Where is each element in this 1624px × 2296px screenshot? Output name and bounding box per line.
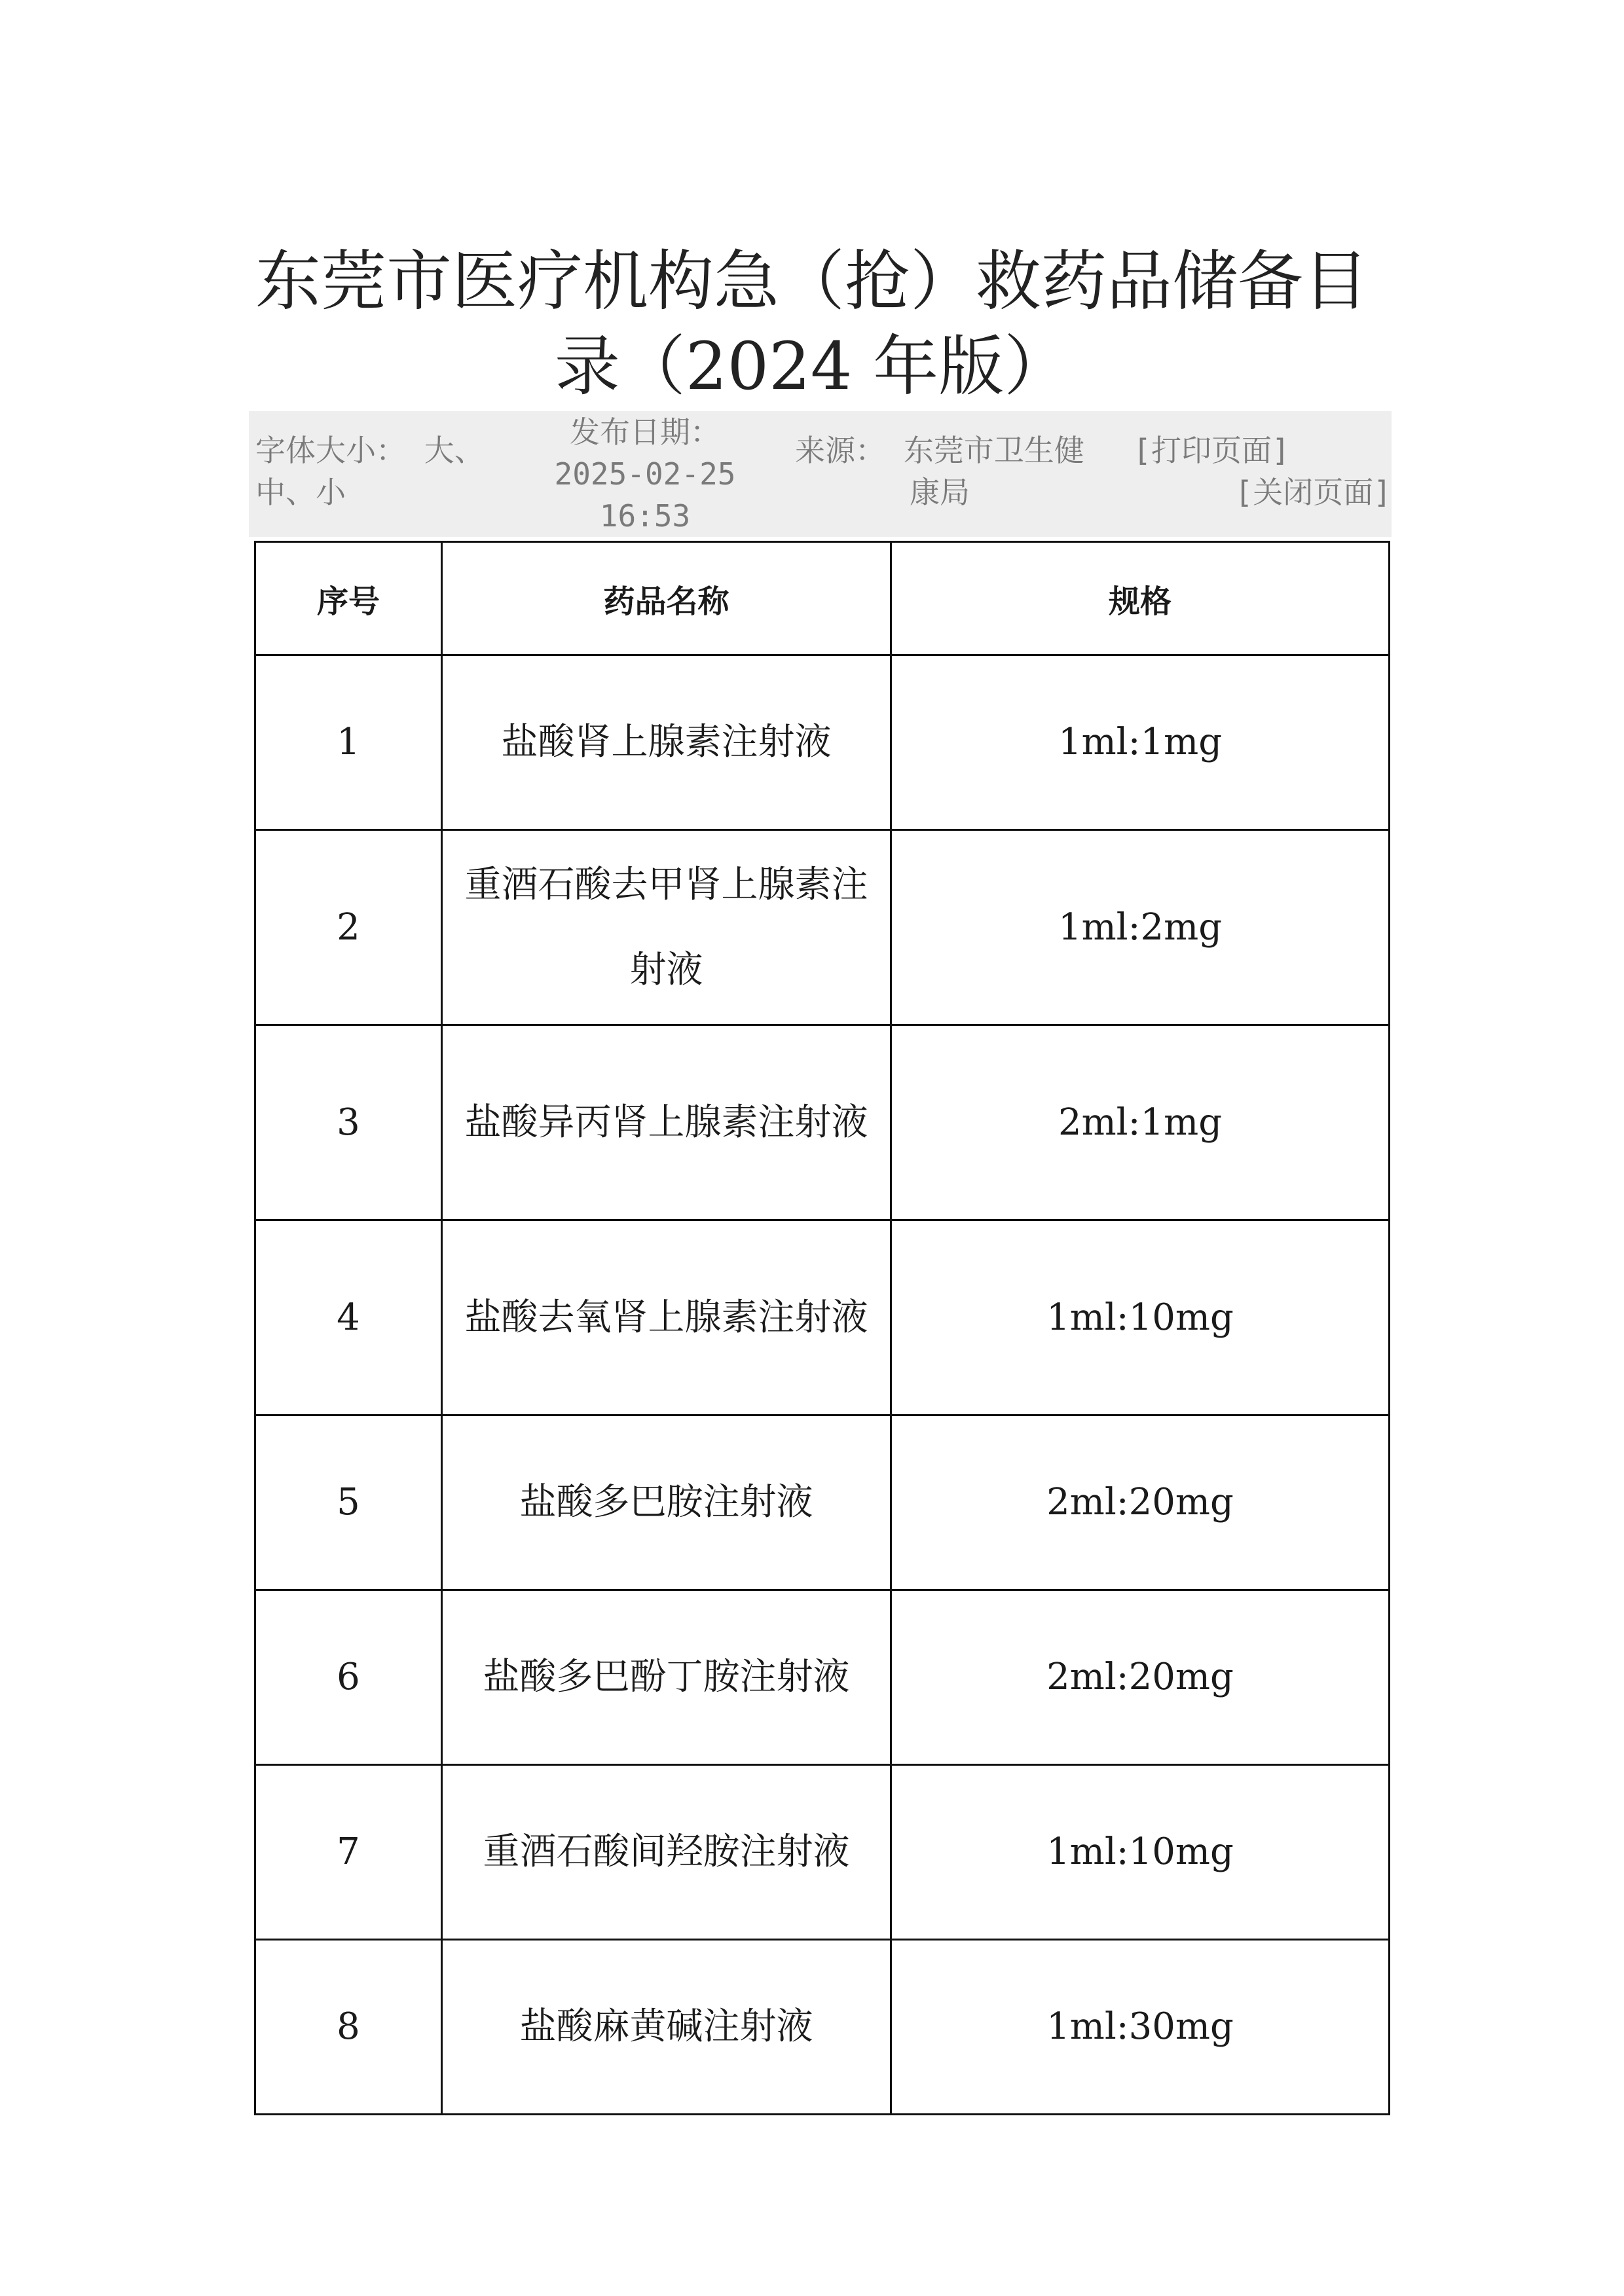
table-row: [255, 1415, 1390, 1590]
drug-list-table: [254, 541, 1390, 2115]
close-page-link[interactable]: [关闭页面]: [1234, 475, 1392, 510]
row-no: 2: [255, 830, 442, 1025]
row-drug-name: 盐酸麻黄碱注射液: [442, 1940, 891, 2115]
row-no: 3: [255, 1025, 442, 1220]
row-drug-name: 重酒石酸间羟胺注射液: [442, 1765, 891, 1940]
font-size-options[interactable]: 大、中、小: [255, 433, 485, 510]
row-no: 7: [255, 1765, 442, 1940]
table-row: [255, 1765, 1390, 1940]
row-drug-name: 盐酸去氧肾上腺素注射液: [442, 1220, 891, 1415]
publish-date-value: 2025-02-25 16:53: [554, 456, 736, 534]
row-spec: 1ml:2mg: [891, 830, 1390, 1025]
article-source: [792, 429, 1087, 513]
header-name: 药品名称: [442, 542, 891, 655]
source-label: 来源：: [795, 433, 886, 468]
row-spec: 1ml:10mg: [891, 1765, 1390, 1940]
row-no: 4: [255, 1220, 442, 1415]
table-row: [255, 1220, 1390, 1415]
row-drug-name: 盐酸肾上腺素注射液: [442, 655, 891, 830]
row-drug-name: 盐酸多巴胺注射液: [442, 1415, 891, 1590]
row-no: 6: [255, 1590, 442, 1765]
row-spec: 1ml:30mg: [891, 1940, 1390, 2115]
table-row: [255, 830, 1390, 1025]
row-no: 1: [255, 655, 442, 830]
header-no: 序号: [255, 542, 442, 655]
close-page-cell: [1231, 471, 1392, 513]
table-row: [255, 1590, 1390, 1765]
source-value: 东莞市卫生健康局: [903, 433, 1084, 510]
article-info-bar: [249, 411, 1392, 537]
row-spec: 2ml:20mg: [891, 1590, 1390, 1765]
row-drug-name: 重酒石酸去甲肾上腺素注射液: [442, 830, 891, 1025]
print-page-link[interactable]: [打印页面]: [1133, 433, 1290, 468]
row-drug-name: 盐酸多巴酚丁胺注射液: [442, 1590, 891, 1765]
row-spec: 1ml:1mg: [891, 655, 1390, 830]
row-spec: 2ml:1mg: [891, 1025, 1390, 1220]
print-page-cell: [1100, 429, 1323, 471]
publish-date-label: 发布日期：: [570, 414, 720, 450]
row-drug-name: 盐酸异丙肾上腺素注射液: [442, 1025, 891, 1220]
table-row: [255, 1940, 1390, 2115]
row-no: 5: [255, 1415, 442, 1590]
font-size-label: 字体大小：: [255, 433, 406, 468]
table-row: [255, 655, 1390, 830]
page-title: 东莞市医疗机构急（抢）救药品储备目录（2024 年版）: [255, 243, 1369, 405]
font-size-control: [255, 429, 504, 513]
table-header-row: [255, 542, 1390, 655]
table-row: [255, 1025, 1390, 1220]
header-spec: 规格: [891, 542, 1390, 655]
publish-date: [537, 411, 753, 537]
row-no: 8: [255, 1940, 442, 2115]
row-spec: 1ml:10mg: [891, 1220, 1390, 1415]
row-spec: 2ml:20mg: [891, 1415, 1390, 1590]
